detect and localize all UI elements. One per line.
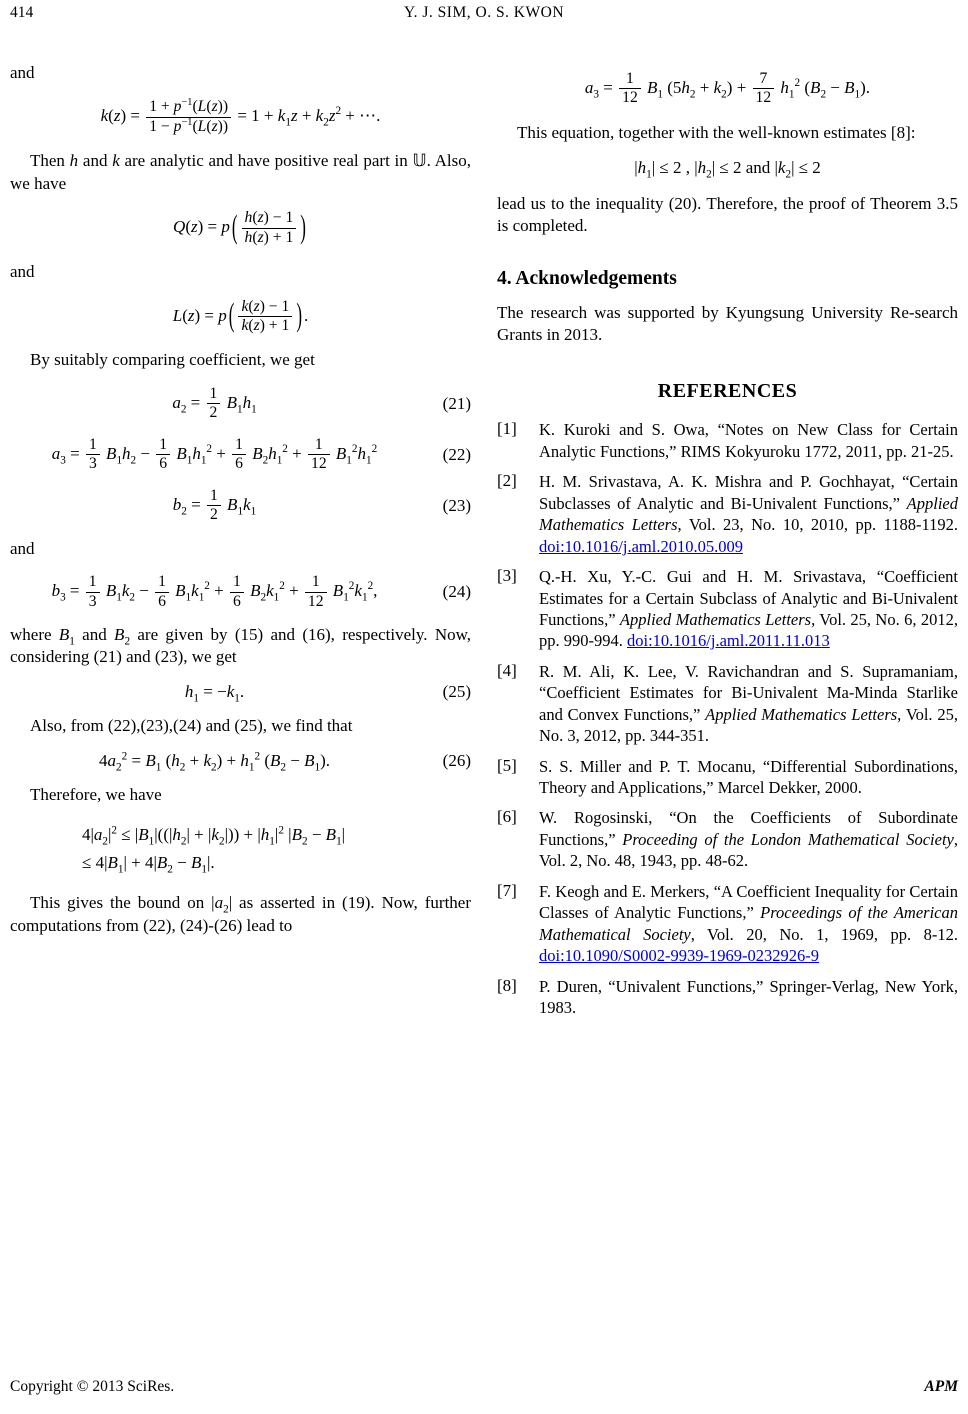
equation-number-25: (25) [442,682,471,702]
equation-row-21 [10,385,471,423]
paragraph-therefore: Therefore, we have [30,785,162,805]
equation-26: $4a_2^2 = B_1$ $(h_2 + k_2) + h_1^2$ $(B_2 - B_1)$. [99,750,330,774]
reference-4 [497,661,958,747]
connector-and-1: and [10,63,35,82]
inequality-line-2: ≤ $4|B_1| + 4|B_2 - B_1|$. [82,853,215,876]
connector-and-2: and [10,262,35,282]
two-column-layout [10,52,958,1027]
reference-5 [497,756,958,799]
equation-number-21: (21) [442,393,471,413]
reference-8 [497,976,958,1019]
reference-text: Q.-H. Xu, Y.-C. Gui and H. M. Srivastava, “Coefficient Estimates for a Certain Subclass of Analytic and Bi-Univalent Functions,” Applied Mathematics Letters, Vol. 25, No. 6, 2012, pp. 990-994. doi:10.1016/j.aml.2011.11.013 [539,567,958,651]
equation-L: L(z) = p ( $\frac{k(z) - 1}{k(z) + 1}$ ) . [172,297,309,335]
equation-21: $a_2$ = $\frac{1}{2}$ $B_1h_1$ [172,384,257,422]
paragraph-also-from: Also, from (22),(23),(24) and (25), we find that [30,716,353,736]
right-column [497,52,958,1027]
reference-text: H. M. Srivastava, A. K. Mishra and P. Gochhayat, “Certain Subclasses of Analytic and Bi-Univalent Functions,” Applied Mathematics Letters, Vol. 23, No. 10, 2010, pp. 1188-1192. doi:10.1016/j.aml.2010.05.009 [539,472,958,556]
equation-25: $h_1 = -k_1$. [184,681,245,705]
reference-label: [1] [497,419,517,439]
page-number: 414 [10,4,34,21]
reference-label: [2] [497,471,517,491]
paragraph-by-comparing: By suitably comparing coefficient, we get [30,350,315,370]
reference-label: [4] [497,660,517,680]
page-footer [10,1378,958,1396]
inequality-line-1: $4|a_2|^2 \le |B_1|((|h_2| + |k_2|)) + |h_1|^2$ $|B_2 - B_1|$ [82,823,346,847]
running-title: Y. J. SIM, O. S. KWON [403,4,565,21]
equation-number-26: (26) [442,750,471,770]
reference-text: P. Duren, “Univalent Functions,” Springer-Verlag, New York, 1983. [539,976,958,1017]
reference-label: [7] [497,880,517,900]
reference-2 [497,471,958,557]
reference-text: K. Kuroki and S. Owa, “Notes on New Class for Certain Analytic Functions,” RIMS Kokyuroku 1772, 2011, pp. 21-25. [539,420,958,461]
reference-6 [497,807,958,871]
equation-23: $b_2$ = $\frac{1}{2}$ $B_1k_1$ [172,486,257,524]
equation-row-24 [10,573,471,611]
equation-Q: Q(z) = p ( $\frac{h(z) - 1}{h(z) + 1}$ ) [173,208,306,246]
equation-row-25 [10,681,471,705]
reference-label: [3] [497,566,517,586]
equation-number-23: (23) [442,495,471,515]
paragraph-lead-us: lead us to the inequality (20). Therefore, the proof of Theorem 3.5 is completed. [497,193,958,236]
inequality-block [82,821,471,879]
page-header [10,4,958,22]
acknowledgements-text: The research was supported by Kyungsung University Re-search Grants in 2013. [497,302,958,345]
reference-text: F. Keogh and E. Merkers, “A Coefficient Inequality for Certain Classes of Analytic Functions,” Proceedings of the American Mathematical Society, Vol. 20, No. 1, 1969, pp. 8-12. doi:10.1090/S0002-9939-1969-0232926-9 [539,881,958,966]
equation-number-24: (24) [442,582,471,602]
paragraph-this-equation: This equation, together with the well-known estimates [8]: [517,122,916,142]
reference-label: [6] [497,807,517,827]
paragraph-this-gives: This gives the bound on $|a_2|$ as asserted in (19). Now, further computations from (22), (24)-(26) lead to [10,893,471,935]
reference-label: [5] [497,755,517,775]
reference-7 [497,881,958,967]
equation-row-23 [10,487,471,525]
equation-bounds: $|h_1| \le 2$ , $|h_2| \le 2$ and $|k_2| \le 2$ [634,158,821,181]
doi-link[interactable]: doi:10.1090/S0002-9939-1969-0232926-9 [539,946,820,966]
reference-1 [497,419,958,462]
reference-text: R. M. Ali, K. Lee, V. Ravichandran and S. Supramaniam, “Coefficient Estimates for Bi-Univalent Ma-Minda Starlike and Convex Functions,” Applied Mathematics Letters, Vol. 25, No. 3, 2012, pp. 344-351. [539,661,959,746]
equation-a3: $a_3$ = $\frac{1}{12}$ $B_1$ $(5h_2 + k_2)$ + $\frac{7}{12}$ $h_1^2$ $(B_2 - B_1)$. [584,70,871,107]
doi-link[interactable]: doi:10.1016/j.aml.2010.05.009 [539,536,743,556]
equation-row-26 [10,750,471,774]
equation-24: $b_3$ = $\frac{1}{3}$ $B_1k_2$ − $\frac{1}{6}$ $B_1k_1^2$ + $\frac{1}{6}$ $B_2k_1^2$ + $\frac{1}{12}$ $B_1^2k_1^2$, [51,573,378,610]
reference-3 [497,566,958,652]
equation-number-22: (22) [442,444,471,464]
paragraph-where: where $B_1$ and $B_2$ are given by (15) and (16), respectively. Now, considering (21) and (23), we get [10,624,472,667]
paragraph-then: Then h and k are analytic and have positive real part in 𝕌. Also, we have [10,151,471,193]
acknowledgements-heading: 4. Acknowledgements [497,267,677,289]
equation-row-22 [10,436,471,474]
equation-22: $a_3$ = $\frac{1}{3}$ $B_1h_2$ − $\frac{1}{6}$ $B_1h_1^2$ + $\frac{1}{6}$ $B_2h_1^2$ + $\frac{1}{12}$ $B_1^2h_1^2$ [51,435,378,473]
journal-abbreviation: APM [924,1378,958,1395]
doi-link[interactable]: doi:10.1016/j.aml.2011.11.013 [627,631,830,651]
reference-text: S. S. Miller and P. T. Mocanu, “Differential Subordinations, Theory and Applications,” Marcel Dekker, 2000. [539,756,958,798]
references-heading: REFERENCES [657,380,798,403]
copyright-text: Copyright © 2013 SciRes. [10,1378,175,1395]
equation-kz: k(z) = $\frac{1 + p^{-1}(L(z))}{1 - p^{-1}(L(z))}$ = $1 + k_1z + k_2z^2$ + ⋯. [100,97,381,135]
connector-and-3: and [10,538,35,558]
reference-label: [8] [497,975,517,995]
left-column [10,52,471,1027]
reference-text: W. Rogosinski, “On the Coefficients of Subordinate Functions,” Proceeding of the London Mathematical Society, Vol. 2, No. 48, 1943, pp. 48-62. [539,808,958,871]
